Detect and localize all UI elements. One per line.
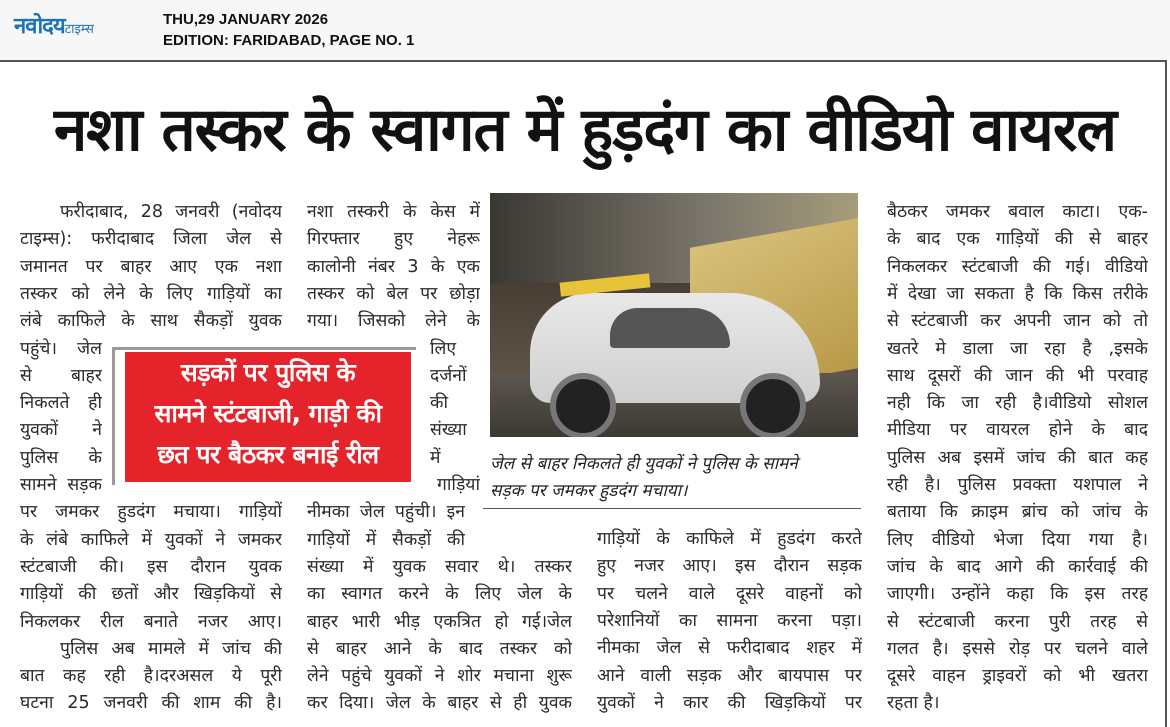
article-text-line: टाइम्स): फरीदाबाद जिला जेल से: [20, 229, 282, 250]
article-text-line: गाड़ियां: [437, 475, 480, 495]
article-text-line: से बाहर: [20, 365, 102, 386]
article-text-line: गाड़ियों के काफिले में हुडदंग करते: [597, 529, 862, 549]
article-text-line: गया। जिसको लेने के: [307, 311, 480, 332]
article-text-line: में: [430, 447, 441, 468]
logo-main: नवोदय: [14, 14, 65, 39]
photo-caption-line: सड़क पर जमकर हुडदंग मचाया।: [490, 481, 688, 501]
photo-caption-line: जेल से बाहर निकलते ही युवकों ने पुलिस के सामने: [490, 454, 798, 474]
logo-sub: टाइम्स: [64, 22, 94, 37]
article-text-line: हुए नजर आए। इस दौरान सड़क: [597, 556, 862, 577]
article-text-line: रहता है।: [887, 693, 940, 714]
article-text-line: साथ दूसरों की जान की भी परवाह: [887, 365, 1148, 386]
article-text-line: युवकों ने: [20, 420, 102, 441]
article-text-line: परेशानियों का सामना करना पड़ा।: [597, 610, 862, 631]
article-text-line: पहुंचे। जेल: [20, 338, 102, 359]
article-text-line: जांच के बाद आगे की कार्रवाई की: [887, 556, 1148, 577]
article-text-line: निकलकर स्टंटबाजी की गई। वीडियो: [887, 256, 1148, 277]
article-text-line: नही कि जा रही है।वीडियो सोशल: [887, 393, 1148, 414]
article-text-line: से बाहर आने के बाद तस्कर को: [307, 638, 572, 659]
article-text-line: लंबे काफिले के साथ सैकड़ों युवक: [20, 311, 282, 332]
article-text-line: मीडिया पर वायरल होने के बाद: [887, 420, 1148, 441]
article-text-line: स्टंटबाजी की। इस दौरान युवक: [20, 556, 282, 577]
article-text-line: निकलते ही: [20, 393, 102, 414]
article-text-line: जाएगी। उन्होंने कहा कि इस तरह: [887, 584, 1148, 605]
article-text-line: नशा तस्करी के केस में: [307, 202, 480, 222]
newspaper-logo[interactable]: [14, 10, 94, 40]
article-text-line: लिए: [430, 338, 457, 359]
article-text-line: की: [430, 393, 448, 414]
masthead-bar: [0, 0, 1170, 60]
highlight-box: [125, 352, 411, 482]
article-text-line: से स्टंटबाजी कर अपनी जान को तो: [887, 311, 1148, 332]
article-text-line: दूसरे वाहन ड्राइवरों को भी खतरा: [887, 666, 1148, 687]
article-text-line: नीमका जेल पहुंची। इन: [307, 502, 465, 523]
article-text-line: के लंबे काफिले में युवकों ने जमकर: [20, 529, 282, 550]
article-text-line: गलत है। इससे रोड़ पर चलने वाले: [887, 638, 1148, 659]
article-text-line: बताया कि क्राइम ब्रांच को जांच के: [887, 502, 1148, 523]
highlight-line: सामने स्टंटबाजी, गाड़ी की: [154, 399, 382, 428]
photo-car-window: [610, 308, 730, 348]
article-text-line: दर्जनों: [430, 365, 467, 386]
article-text-line: संख्या में युवक सवार थे। तस्कर: [307, 556, 572, 577]
article-text-line: पर चलने वाले दूसरे वाहनों को: [597, 583, 862, 604]
article-text-line: सामने सड़क: [20, 475, 102, 495]
article-text-line: बाहर भारी भीड़ एकत्रित हो गई।जेल: [307, 611, 572, 632]
photo-wheel: [740, 373, 806, 437]
article-text-line: फरीदाबाद, 28 जनवरी (नवोदय: [60, 202, 282, 222]
article-text-line: आने वाली सड़क और बायपास पर: [597, 665, 862, 686]
article-text-line: तस्कर को बेल पर छोड़ा: [307, 283, 480, 304]
article-text-line: संख्या: [430, 420, 467, 441]
article-text-line: लिए वीडियो भेजा दिया गया है।: [887, 529, 1148, 550]
caption-divider: [483, 508, 861, 509]
article-text-line: कालोनी नंबर 3 के एक: [307, 256, 480, 277]
article-text-line: तस्कर को लेने के लिए गाड़ियों का: [20, 283, 282, 304]
article-text-line: खतरे मे डाला जा रहा है ,इसके: [887, 338, 1148, 359]
article-text-line: घटना 25 जनवरी की शाम की है।: [20, 693, 282, 714]
article-text-line: पुलिस अब मामले में जांच की: [60, 638, 282, 659]
article-text-line: बैठकर जमकर बवाल काटा। एक-: [887, 202, 1148, 222]
article-text-line: का स्वागत करने के लिए जेल के: [307, 584, 572, 605]
article-text-line: जमानत पर बाहर आए एक नशा: [20, 256, 282, 277]
article-text-line: लेने पहुंचे युवकों ने शोर मचाना शुरू: [307, 666, 572, 687]
article-text-line: कर दिया। जेल के बाहर से ही युवक: [307, 693, 572, 714]
edition-page: EDITION: FARIDABAD, PAGE NO. 1: [163, 32, 415, 49]
article-text-line: के बाद एक गाड़ियों की से बाहर: [887, 229, 1148, 250]
edition-info: [163, 9, 414, 51]
article-text-line: पुलिस अब इसमें जांच की बात कह: [887, 447, 1148, 468]
issue-date: THU,29 JANUARY 2026: [163, 11, 329, 28]
article-photo: [490, 193, 858, 437]
highlight-line: सड़कों पर पुलिस के: [180, 358, 356, 387]
article-text-line: निकलकर रील बनाते नजर आए।: [20, 611, 282, 632]
article-text-line: गाड़ियों की छतों और खिड़कियों से: [20, 584, 282, 605]
photo-wheel: [550, 373, 616, 437]
highlight-line: छत पर बैठकर बनाई रील: [157, 440, 379, 469]
article-text-line: पुलिस के: [20, 447, 102, 468]
article-text-line: से स्टंटबाजी करना पुरी तरह से: [887, 611, 1148, 632]
article-text-line: नीमका जेल से फरीदाबाद शहर में: [597, 638, 862, 659]
article-text-line: युवकों ने कार की खिड़कियों पर: [597, 692, 862, 713]
article-text-line: गिरफ्तार हुए नेहरू: [307, 229, 480, 250]
article-text-line: में देखा जा सकता है कि किस तरीके: [887, 283, 1148, 304]
article-text-line: गाड़ियों में सैकड़ों की: [307, 529, 465, 550]
article-text-line: बात कह रही है।दरअसल ये पूरी: [20, 666, 282, 687]
article-headline: नशा तस्कर के स्वागत में हुड़दंग का वीडियो वायरल: [53, 95, 1117, 165]
article-text-line: पर जमकर हुडदंग मचाया। गाड़ियों: [20, 502, 282, 523]
article-text-line: रही है। पुलिस प्रवक्ता यशपाल ने: [887, 475, 1148, 495]
